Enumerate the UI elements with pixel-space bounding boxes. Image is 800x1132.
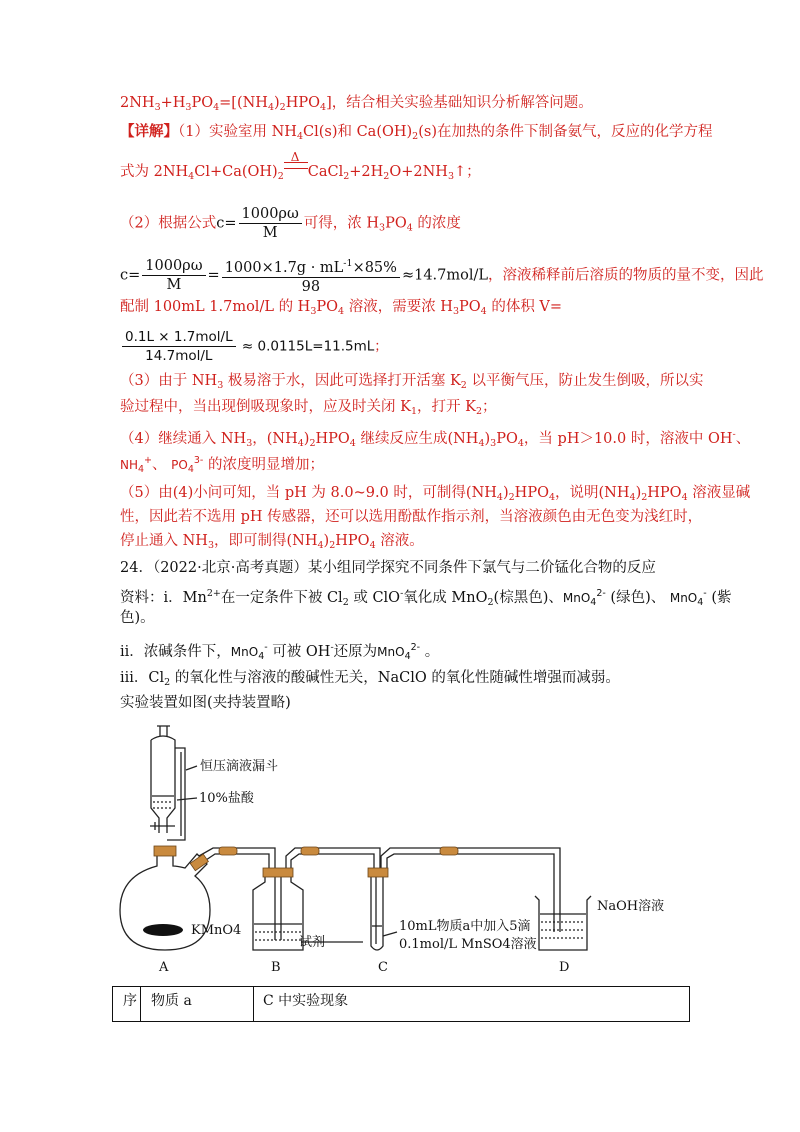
volume-calc: $\frac{\text{0.1L × 1.7mol/L}}{\text{14.7mol/L}}$ ≈ 0.0115L=11.5mL；: [120, 328, 388, 365]
table-header-phenomenon: C 中实验现象: [263, 993, 349, 1009]
detail-p4-line2: $NH_4^+$、 $PO_4^{3-}$ 的浓度明显增加；: [120, 455, 324, 475]
info-iii: iii．$Cl_2$ 的氧化性与溶液的酸碱性无关，NaClO 的氧化性随碱性增强而减弱。: [120, 670, 620, 688]
bottle-b: [253, 868, 303, 950]
tube-c: [371, 876, 383, 950]
detail-p3-line2: 验过程中，当出现倒吸现象时，应及时关闭 $K_1$，打开 $K_2$；: [120, 399, 497, 417]
detail-calc: c= $\frac{1000\rho\omega}{M}$ = $\frac{1000\times 1.7g \cdot mL^{-1}\times 85\%}{98}$ ≈14.7mol/L，溶液稀释前后溶质的物质的量不变，因此: [120, 255, 764, 296]
detail-p1-equation: 式为 $2NH_4Cl+Ca(OH)_2$ Δ $CaCl_2+2H_2O+2NH_3↑$；: [120, 150, 481, 182]
detail-p1: 【详解】（1）实验室用 $NH_4Cl(s)$和 $Ca(OH)_2(s)$在加热的条件下制备氨气，反应的化学方程: [120, 123, 713, 142]
results-table: [112, 986, 690, 1022]
detail-p5-line2: 性，因此若不选用 pH 传感器，还可以选用酚酞作指示剂，当溶液颜色由无色变为浅红时，: [120, 509, 703, 525]
label-a: A: [159, 960, 169, 975]
table-header-index: 序: [123, 993, 137, 1009]
acid-hatch: [153, 802, 173, 808]
label-c: C: [378, 960, 388, 975]
intro-line: $2NH_3+H_3PO_4=[(NH_4)_2HPO_4]$，结合相关实验基础知识分析解答问题。: [120, 95, 593, 113]
funnel-stopper: [157, 726, 170, 736]
connector-3: [440, 847, 458, 855]
stopper-a: [154, 846, 176, 856]
stopper-a-side: [190, 854, 208, 871]
stopper-c: [368, 868, 388, 877]
naoh-label: NaOH溶液: [597, 899, 665, 914]
detail-p3: （3）由于 $NH_3$ 极易溶于水，因此可选择打开活塞 $K_2$ 以平衡气压，防止发生倒吸，所以实: [120, 373, 704, 391]
tube-b-c: [286, 848, 380, 868]
leader-funnel: [186, 766, 197, 770]
volume-fraction: $\frac{\text{0.1L × 1.7mol/L}}{\text{14.7mol/L}}$: [122, 328, 236, 365]
label-b: B: [271, 960, 281, 975]
detail-tag: 【详解】: [120, 123, 178, 140]
formula-fraction: $\frac{1000\rho\omega}{M}$: [239, 205, 302, 242]
pressure-funnel: [151, 736, 175, 833]
question-24-title: 24．（2022·北京·高考真题）某小组同学探究不同条件下氯气与二价锰化合物的反应: [120, 560, 656, 576]
stopcock: [150, 822, 175, 830]
apparatus-diagram: [115, 718, 665, 980]
c-label-1: 10mL物质a中加入5滴: [399, 919, 531, 934]
b-inlet: [275, 868, 281, 940]
label-d: D: [559, 960, 570, 975]
info-i: 资料：i．$Mn^{2+}$在一定条件下被 $Cl_2$ 或 ClO-氧化成 MnO$_2$(棕黑色)、MnO$_4^{2-}$ (绿色)、 MnO$_4$- (紫: [120, 588, 732, 608]
leader-acid: [177, 798, 197, 800]
detail-p4: （4）继续通入 $NH_3$，$(NH_4)_2HPO_4$ 继续反应生成$(NH_4)_3PO_4$，当 pH＞10.0 时，溶液中 OH-、: [120, 429, 751, 449]
b-hatch: [255, 932, 301, 940]
kmno4-label: KMnO4: [191, 923, 242, 938]
info-ii: ii．浓碱条件下，MnO$_4$- 可被 OH-还原为MnO$_4^{2-}$ 。: [120, 642, 440, 662]
leader-c: [383, 932, 397, 936]
table-header-substance: 物质 a: [151, 993, 192, 1009]
detail-p2: （2）根据公式c= $\frac{1000\rho\omega}{M}$ 可得，浓 $H_3PO_4$ 的浓度: [120, 206, 461, 241]
detail-p2-line4: 配制 100mL 1.7mol/L 的 $H_3PO_4$ 溶液，需要浓 $H_3PO_4$ 的体积 V=: [120, 299, 563, 317]
reagent-label: 试剂: [299, 935, 326, 950]
acid-label: 10%盐酸: [199, 791, 254, 806]
connector-2: [301, 847, 319, 855]
info-i-line2: 色)。: [120, 610, 155, 626]
funnel-label: 恒压滴液漏斗: [200, 759, 279, 774]
detail-p5: （5）由(4)小问可知，当 pH 为 8.0~9.0 时，可制得$(NH_4)_2HPO_4$，说明$(NH_4)_2HPO_4$ 溶液显碱: [120, 485, 751, 503]
calc-frac-2: $\frac{1000\times 1.7g \cdot mL^{-1}\times 85\%}{98}$: [222, 255, 400, 296]
d-hatch: [541, 922, 585, 938]
beaker-d: [535, 896, 591, 950]
c-label-2: 0.1mol/L MnSO4溶液: [399, 937, 537, 952]
stopper-b: [263, 868, 293, 877]
detail-p5-line3: 停止通入 $NH_3$，即可制得$(NH_4)_2HPO_4$ 溶液。: [120, 533, 424, 551]
kmno4-solid: [143, 924, 183, 936]
heat-condition: Δ: [284, 158, 308, 178]
connector-1: [219, 847, 237, 855]
setup-caption: 实验装置如图(夹持装置略): [120, 695, 291, 711]
calc-frac-1: $\frac{1000\rho\omega}{M}$: [142, 257, 205, 294]
